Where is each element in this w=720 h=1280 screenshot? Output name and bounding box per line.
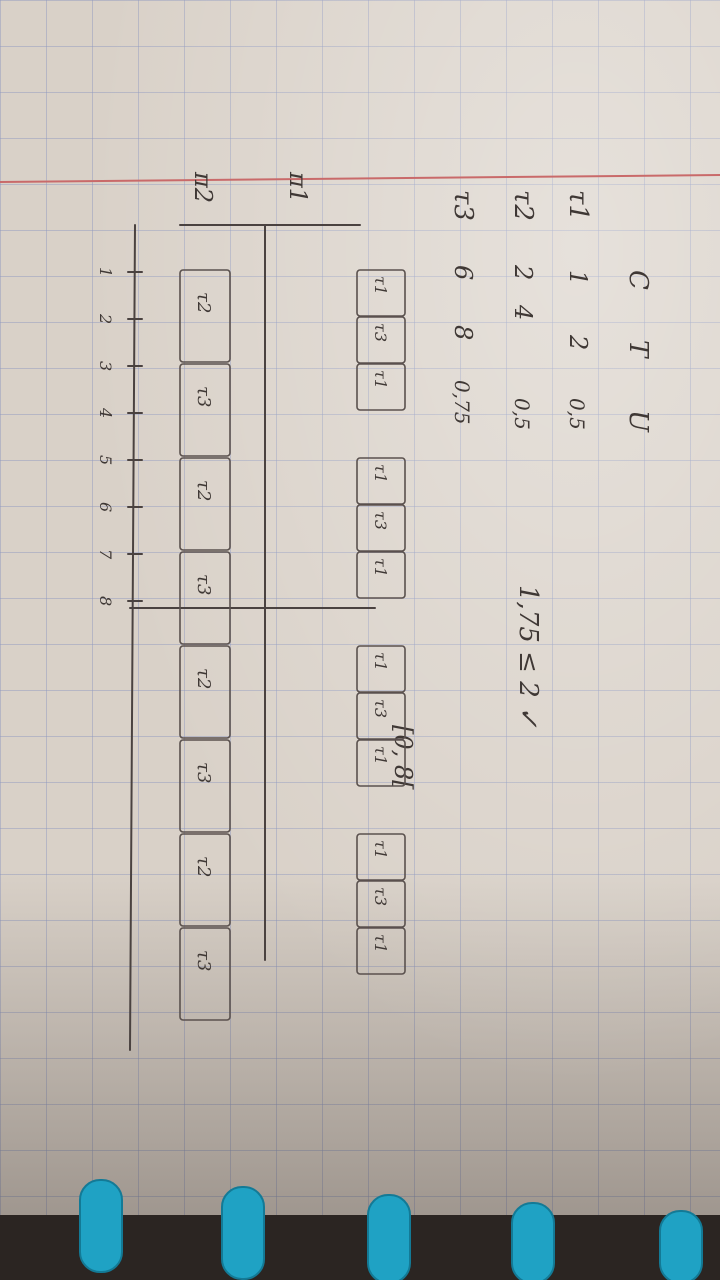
schedule-block <box>357 552 405 598</box>
task-2-name: τ2 <box>508 190 538 221</box>
schedule-block-label: τ1 <box>371 558 390 578</box>
task-1-u: 0,5 <box>565 398 589 430</box>
schedule-block <box>357 834 405 880</box>
schedule-block <box>357 881 405 927</box>
task-3-name: τ3 <box>448 190 478 221</box>
binder-rings <box>0 1175 720 1280</box>
schedule-block <box>357 458 405 504</box>
task-table <box>448 190 653 433</box>
schedule-block-label: τ3 <box>193 762 214 784</box>
task-2-u: 0,5 <box>510 398 534 430</box>
schedule-block-label: τ1 <box>371 840 390 860</box>
schedule-block <box>180 646 230 738</box>
axis-tick-label: 3 <box>96 361 115 372</box>
schedule-block-label: τ2 <box>193 292 214 314</box>
schedule-block <box>357 505 405 551</box>
schedule-block-label: τ1 <box>371 746 390 766</box>
task-1-name: τ1 <box>563 190 593 221</box>
task-3-u: 0,75 <box>450 380 474 425</box>
schedule-block-label: τ3 <box>371 887 390 907</box>
processor-1-schedule <box>357 270 405 974</box>
schedule-block <box>180 928 230 1020</box>
task-1-c: 1 <box>564 270 592 286</box>
header-t: T <box>623 340 653 358</box>
schedule-block-label: τ3 <box>193 950 214 972</box>
margin-line <box>0 175 720 182</box>
schedule-block-label: τ2 <box>193 856 214 878</box>
schedule-block-label: τ1 <box>371 464 390 484</box>
axis-tick-label: 4 <box>96 408 115 419</box>
axis-tick-label: 1 <box>96 267 115 278</box>
task-3-t: 8 <box>449 325 477 341</box>
schedule-block-label: τ1 <box>371 934 390 954</box>
axis-tick-label: 2 <box>96 314 115 325</box>
processor-1-label: π1 <box>284 172 312 204</box>
schedule-block <box>180 458 230 550</box>
interval-note: [0, 8[ <box>389 725 417 790</box>
schedule-block-label: τ1 <box>371 370 390 390</box>
schedule-block <box>180 834 230 926</box>
processor-2-label: π2 <box>189 172 217 204</box>
schedule-block-label: τ3 <box>193 574 214 596</box>
binder-ring <box>660 1211 702 1280</box>
schedule-block <box>180 364 230 456</box>
axis-tick-label: 7 <box>96 549 115 560</box>
rotated-content <box>96 171 653 1050</box>
schedule-block <box>357 364 405 410</box>
schedule-block-label: τ3 <box>371 699 390 719</box>
axis-tick-label: 5 <box>96 455 115 466</box>
axis-tick-label: 6 <box>96 502 115 513</box>
task-2-t: 4 <box>509 305 537 321</box>
schedule-block <box>357 928 405 974</box>
schedule-block-label: τ2 <box>193 668 214 690</box>
task-3-c: 6 <box>449 265 477 281</box>
schedule-block <box>180 552 230 644</box>
processor-2-schedule <box>180 270 230 1020</box>
schedule-block-label: τ1 <box>371 276 390 296</box>
schedule-block-label: τ3 <box>371 323 390 343</box>
schedule-block <box>357 317 405 363</box>
header-c: C <box>623 270 653 290</box>
binder-ring <box>222 1187 264 1279</box>
time-axis <box>130 225 135 1050</box>
binder-ring <box>368 1195 410 1280</box>
utilization-note: 1,75 ≤ 2 ✓ <box>513 585 543 728</box>
schedule-block-label: τ1 <box>371 652 390 672</box>
schedule-block-label: τ3 <box>371 511 390 531</box>
header-u: U <box>623 410 653 432</box>
schedule-block <box>357 270 405 316</box>
axis-tick-label: 8 <box>96 596 115 607</box>
binder-ring <box>512 1203 554 1280</box>
binder-ring <box>80 1180 122 1272</box>
schedule-block <box>357 646 405 692</box>
schedule-block <box>180 740 230 832</box>
task-2-c: 2 <box>509 265 537 281</box>
schedule-block-label: τ2 <box>193 480 214 502</box>
schedule-block-label: τ3 <box>193 386 214 408</box>
schedule-block <box>180 270 230 362</box>
task-1-t: 2 <box>564 335 592 351</box>
